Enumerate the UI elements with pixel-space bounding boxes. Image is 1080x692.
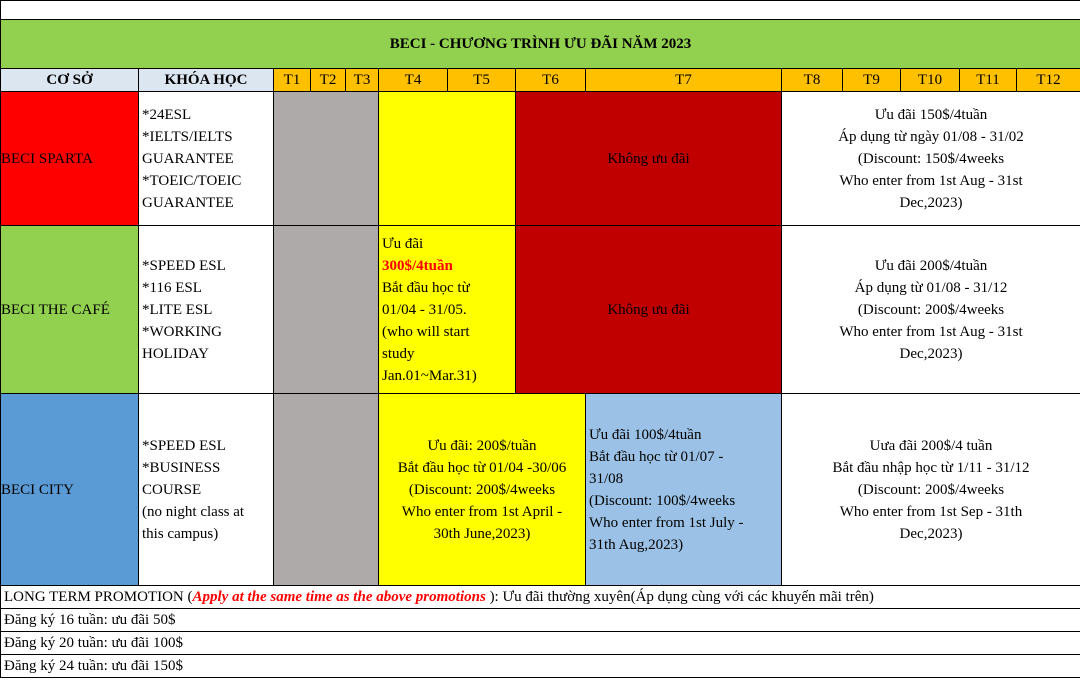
promo-line: Dec,2023) [899, 525, 963, 542]
header-campus[interactable]: CƠ SỞ [1, 69, 139, 92]
cafe-late-promo[interactable] [782, 226, 1080, 394]
courses-cafe[interactable] [139, 226, 274, 394]
city-q3-promo[interactable] [586, 394, 782, 586]
course-line: GUARANTEE [142, 150, 234, 167]
header-course[interactable]: KHÓA HỌC [139, 69, 274, 92]
course-line: *IELTS/IELTS [142, 128, 233, 145]
row-cafe [1, 226, 1080, 394]
promo-line: (Discount: 150$/4weeks [857, 150, 1005, 167]
promo-line: Ưu đãi: 200$/tuần [427, 437, 537, 454]
promo-line: (Discount: 100$/4weeks [589, 492, 736, 509]
promo-line: Who enter from 1st July - [589, 514, 744, 531]
course-line: HOLIDAY [142, 345, 209, 362]
course-line: COURSE [142, 481, 202, 498]
promo-line: Áp dụng từ 01/08 - 31/12 [854, 279, 1008, 296]
promo-line: Bắt đầu nhập học từ 1/11 - 31/12 [832, 459, 1030, 476]
header-month-t6[interactable]: T6 [516, 69, 586, 92]
promo-line: Who enter from 1st April - [401, 503, 563, 520]
sparta-no-promo[interactable]: Không ưu đãi [516, 92, 782, 226]
promo-line: Ưu đãi 200$/4tuần [874, 257, 988, 274]
header-month-t3[interactable]: T3 [346, 69, 379, 92]
cafe-q1-blocked[interactable] [274, 226, 379, 394]
footer-line-20-weeks[interactable]: Đăng ký 20 tuần: ưu đãi 100$ [1, 632, 1080, 655]
sheet-title[interactable]: BECI - CHƯƠNG TRÌNH ƯU ĐÃI NĂM 2023 [1, 20, 1080, 69]
promo-line: Who enter from 1st Sep - 31th [839, 503, 1023, 520]
promo-line: Who enter from 1st Aug - 31st [839, 172, 1023, 189]
footer-line-16-weeks[interactable]: Đăng ký 16 tuần: ưu đãi 50$ [1, 609, 1080, 632]
promo-line: Jan.01~Mar.31) [382, 367, 477, 384]
promo-line: Áp dụng từ ngày 01/08 - 31/02 [838, 128, 1024, 145]
header-month-t4[interactable]: T4 [379, 69, 448, 92]
promo-line: (Discount: 200$/4weeks [857, 481, 1005, 498]
promo-line: study [382, 345, 415, 362]
campus-cafe[interactable]: BECI THE CAFÉ [1, 226, 139, 394]
header-month-t11[interactable]: T11 [960, 69, 1017, 92]
blank-cell[interactable] [1, 1, 1080, 20]
title-row [1, 20, 1080, 69]
long-term-suffix: ): Ưu đãi thường xuyên(Áp dụng cùng với các khuyến mãi trên) [485, 589, 874, 605]
promo-line: (Discount: 200$/4weeks [857, 301, 1005, 318]
header-month-t1[interactable]: T1 [274, 69, 311, 92]
course-line: this campus) [142, 525, 219, 542]
cafe-no-promo[interactable]: Không ưu đãi [516, 226, 782, 394]
footer-row-20 [1, 632, 1080, 655]
course-line: *24ESL [142, 106, 192, 123]
promo-amount: 300$/4tuần [382, 257, 453, 274]
campus-city[interactable]: BECI CITY [1, 394, 139, 586]
promo-line: Ưu đãi 150$/4tuần [874, 106, 988, 123]
header-month-t8[interactable]: T8 [782, 69, 843, 92]
courses-city[interactable] [139, 394, 274, 586]
course-line: GUARANTEE [142, 194, 234, 211]
course-line: *SPEED ESL [142, 257, 226, 274]
header-month-t2[interactable]: T2 [311, 69, 346, 92]
blank-top-row [1, 1, 1080, 20]
promo-line: Bắt đầu học từ [382, 279, 470, 296]
footer-row-16 [1, 609, 1080, 632]
promo-line: Bắt đầu học từ 01/04 -30/06 [397, 459, 567, 476]
header-month-t5[interactable]: T5 [448, 69, 516, 92]
promo-line: Dec,2023) [899, 194, 963, 211]
promo-line: 31th Aug,2023) [589, 536, 684, 553]
promo-line: 30th June,2023) [433, 525, 531, 542]
footer-long-term-row [1, 586, 1080, 609]
long-term-emphasis: Apply at the same time as the above promotions [192, 589, 486, 605]
promo-line: (Discount: 200$/4weeks [408, 481, 556, 498]
promo-line: 01/04 - 31/05. [382, 301, 467, 318]
long-term-prefix: LONG TERM PROMOTION ( [4, 589, 193, 605]
footer-line-24-weeks[interactable]: Đăng ký 24 tuần: ưu đãi 150$ [1, 655, 1080, 678]
promo-line: Bắt đầu học từ 01/07 - [589, 448, 724, 465]
header-month-t9[interactable]: T9 [843, 69, 901, 92]
promo-line: 31/08 [589, 470, 624, 487]
header-row [1, 69, 1080, 92]
city-q1-blocked[interactable] [274, 394, 379, 586]
row-city [1, 394, 1080, 586]
course-line: *WORKING [142, 323, 222, 340]
promo-line: (who will start [382, 323, 470, 340]
header-month-t7[interactable]: T7 [586, 69, 782, 92]
course-line: *SPEED ESL [142, 437, 226, 454]
promo-line: Ưu đãi [382, 235, 424, 252]
course-line: *BUSINESS [142, 459, 221, 476]
promo-line: Dec,2023) [899, 345, 963, 362]
header-month-t10[interactable]: T10 [901, 69, 960, 92]
header-month-t12[interactable]: T12 [1017, 69, 1080, 92]
row-sparta [1, 92, 1080, 226]
city-q4-promo[interactable] [782, 394, 1080, 586]
sparta-late-promo[interactable] [782, 92, 1080, 226]
sparta-q2-promo[interactable] [379, 92, 516, 226]
city-q2-promo[interactable] [379, 394, 586, 586]
course-line: *LITE ESL [142, 301, 213, 318]
cafe-early-promo[interactable] [379, 226, 516, 394]
promo-line: Uưa đãi 200$/4 tuần [869, 437, 993, 454]
course-line: (no night class at [142, 503, 245, 520]
promo-line: Who enter from 1st Aug - 31st [839, 323, 1023, 340]
courses-sparta[interactable] [139, 92, 274, 226]
course-line: *TOEIC/TOEIC [142, 172, 242, 189]
sparta-q1-blocked[interactable] [274, 92, 379, 226]
footer-row-24 [1, 655, 1080, 678]
course-line: *116 ESL [142, 279, 202, 296]
campus-sparta[interactable]: BECI SPARTA [1, 92, 139, 226]
promo-line: Ưu đãi 100$/4tuần [589, 426, 702, 443]
long-term-promotion[interactable] [1, 586, 1080, 609]
